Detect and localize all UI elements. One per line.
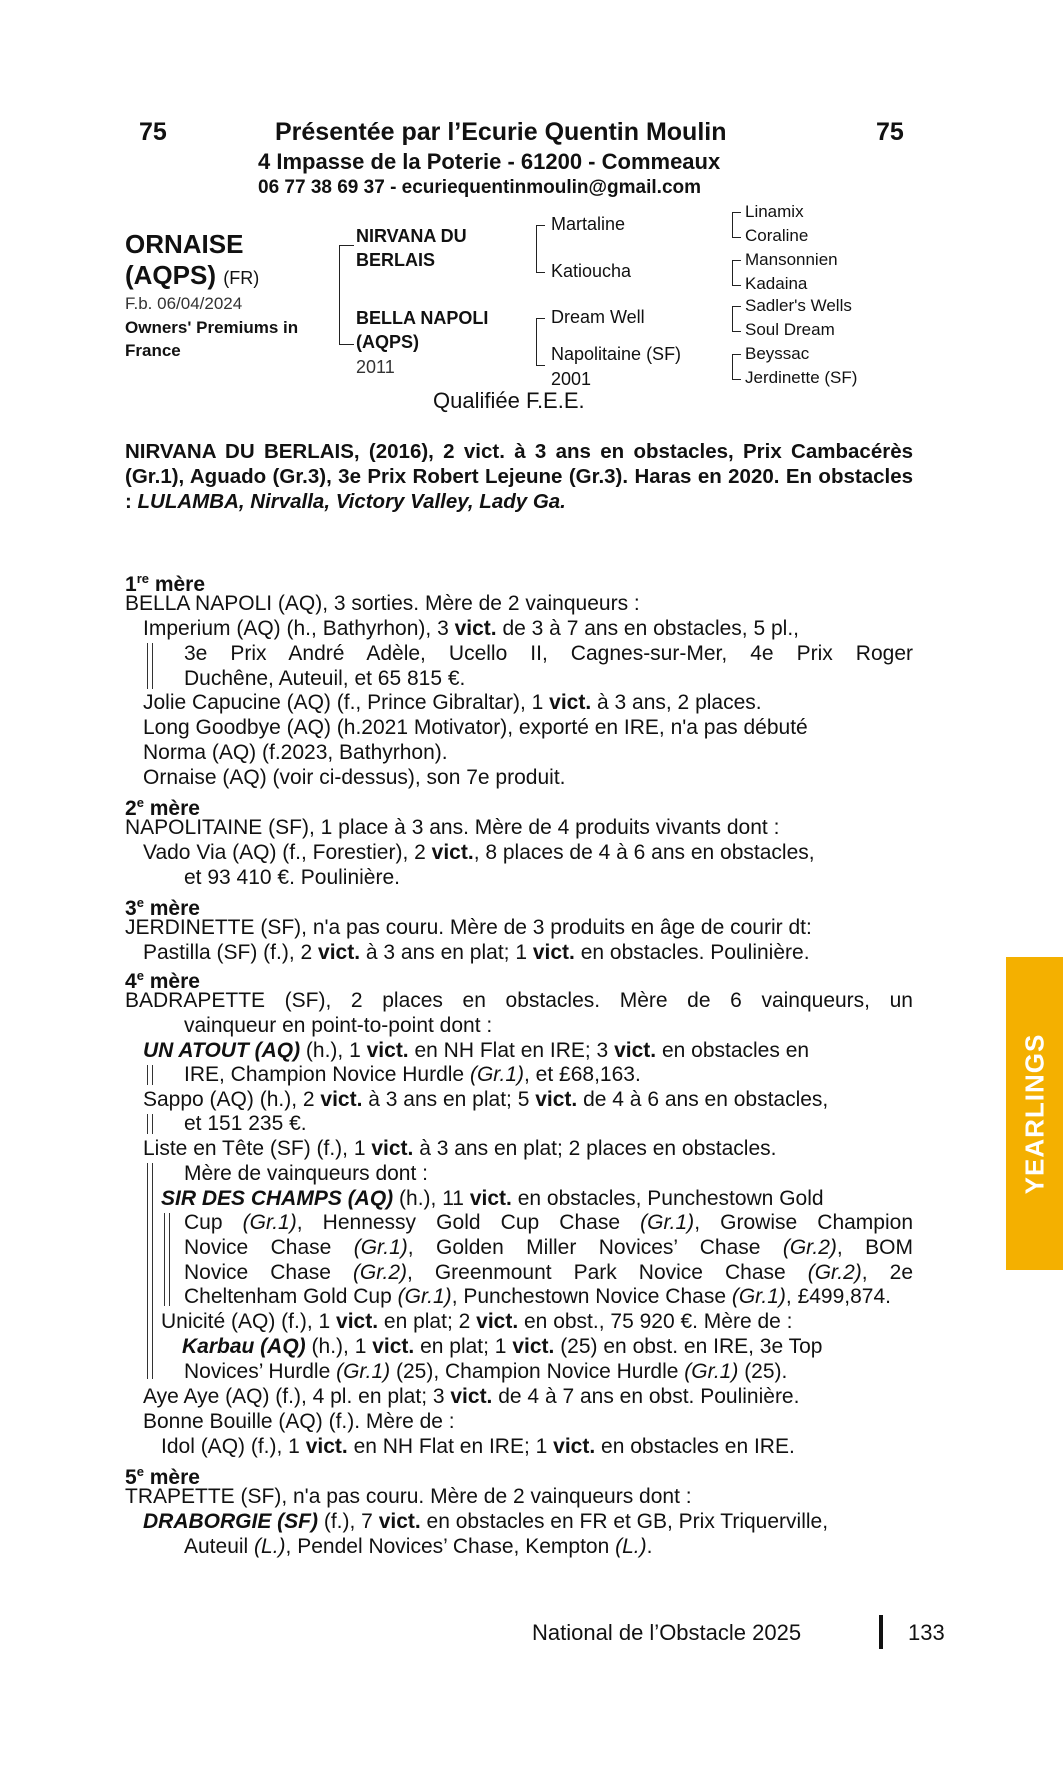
dam3-heading: 3e mère xyxy=(125,895,200,920)
dam5-intro: TRAPETTE (SF), n'a pas couru. Mère de 2 vainqueurs dont : xyxy=(125,1485,692,1508)
dam4-produce: UN ATOUT (AQ) (h.), 1 vict. en NH Flat en IRE; 3 vict. en obstacles en xyxy=(143,1039,810,1062)
owners-premium-2: France xyxy=(125,341,181,360)
dam-year: 2011 xyxy=(356,357,395,377)
dam2-intro: NAPOLITAINE (SF), 1 place à 3 ans. Mère de 4 produits vivants dont : xyxy=(125,816,780,839)
sire-note xyxy=(125,439,913,514)
section-tab-label: YEARLINGS xyxy=(1019,1033,1049,1194)
sire-note-text: NIRVANA DU BERLAIS, (2016), 2 vict. à 3 ans en obstacles, Prix Cambacérès (Gr.1), Aguado (Gr.3), 3e Prix Robert Lejeune (Gr.3). Haras en 2020. En obstacles : xyxy=(125,440,913,513)
dam1-produce-cont: Duchêne, Auteuil, et 65 815 €. xyxy=(184,667,466,690)
pedigree-bracket-gen1 xyxy=(339,245,354,345)
dam1-heading: 1re mère xyxy=(125,571,206,596)
dam4-grandproduce-cont: Cup (Gr.1), Hennessy Gold Cup Chase (Gr.1), Growise Champion xyxy=(184,1211,913,1234)
dam2-produce-cont: et 93 410 €. Poulinière. xyxy=(184,866,400,889)
dam1-produce: Jolie Capucine (AQ) (f., Prince Gibraltar), 1 vict. à 3 ans, 2 places. xyxy=(143,691,762,714)
dam1-intro: BELLA NAPOLI (AQ), 3 sorties. Mère de 2 vainqueurs : xyxy=(125,592,640,615)
indent-bar xyxy=(164,1213,165,1306)
g3-ancestor: Beyssac xyxy=(745,344,810,363)
dam-name-1: BELLA NAPOLI xyxy=(356,308,489,328)
horse-breed-line xyxy=(125,260,259,293)
dam2-heading: 2e mère xyxy=(125,795,200,820)
g3-ancestor: Linamix xyxy=(745,202,804,221)
horse-birth: F.b. 06/04/2024 xyxy=(125,294,243,313)
lot-number-left: 75 xyxy=(139,118,167,146)
page-number: 133 xyxy=(908,1620,945,1645)
pedigree-bracket-g3-4 xyxy=(732,354,741,380)
g3-ancestor: Coraline xyxy=(745,226,809,245)
horse-name: ORNAISE xyxy=(125,229,244,259)
indent-bar xyxy=(152,643,153,689)
pedigree-bracket-g3-1 xyxy=(732,212,741,238)
dam2-produce: Vado Via (AQ) (f., Forestier), 2 vict., 8 places de 4 à 6 ans en obstacles, xyxy=(143,841,815,864)
indent-bar xyxy=(169,1213,170,1306)
horse-country: (FR) xyxy=(223,268,260,288)
dam1-produce-cont: 3e Prix André Adèle, Ucello II, Cagnes-sur-Mer, 4e Prix Roger xyxy=(184,642,913,665)
dam5-produce-cont: Auteuil (L.), Pendel Novices’ Chase, Kempton (L.). xyxy=(184,1535,653,1558)
pedigree-bracket-dam xyxy=(536,318,545,366)
section-tab xyxy=(1006,957,1063,1270)
dam3-intro: JERDINETTE (SF), n'a pas couru. Mère de 3 produits en âge de courir dt: xyxy=(125,916,812,939)
dam4-grandproduce-cont: Novice Chase (Gr.1), Golden Miller Novices’ Chase (Gr.2), BOM xyxy=(184,1236,913,1259)
sire-name-1: NIRVANA DU xyxy=(356,226,467,246)
g3-ancestor: Kadaina xyxy=(745,274,808,293)
dam4-grandproduce-cont: Cheltenham Gold Cup (Gr.1), Punchestown Novice Chase (Gr.1), £499,874. xyxy=(184,1285,891,1308)
dam4-produce: Sappo (AQ) (h.), 2 vict. à 3 ans en plat; 5 vict. de 4 à 6 ans en obstacles, xyxy=(143,1088,829,1111)
dam4-greatgrandproduce: Karbau (AQ) (h.), 1 vict. en plat; 1 vict. (25) en obst. en IRE, 3e Top xyxy=(182,1335,823,1358)
dam3-produce: Pastilla (SF) (f.), 2 vict. à 3 ans en plat; 1 vict. en obstacles. Poulinière. xyxy=(143,941,810,964)
indent-bar xyxy=(152,1065,153,1085)
dam5-produce: DRABORGIE (SF) (f.), 7 vict. en obstacles en FR et GB, Prix Triquerville, xyxy=(143,1510,829,1533)
dam4-grandproduce-cont: Novice Chase (Gr.2), Greenmount Park Novice Chase (Gr.2), 2e xyxy=(184,1261,914,1284)
sire-dam: Katioucha xyxy=(551,261,632,281)
dam4-produce: Aye Aye (AQ) (f.), 4 pl. en plat; 3 vict. de 4 à 7 ans en obst. Poulinière. xyxy=(143,1385,800,1408)
pedigree-bracket-g3-3 xyxy=(732,306,741,332)
dam4-grandproduce: SIR DES CHAMPS (AQ) (h.), 11 vict. en obstacles, Punchestown Gold xyxy=(161,1187,824,1210)
dam-name-2: (AQPS) xyxy=(356,332,419,352)
qualification: Qualifiée F.E.E. xyxy=(433,388,585,413)
dam4-grandproduce: Idol (AQ) (f.), 1 vict. en NH Flat en IRE; 1 vict. en obstacles en IRE. xyxy=(161,1435,795,1458)
dam4-produce-cont: IRE, Champion Novice Hurdle (Gr.1), et £68,163. xyxy=(184,1063,641,1086)
dam-dam: Napolitaine (SF) xyxy=(551,344,682,364)
g3-ancestor: Sadler's Wells xyxy=(745,296,852,315)
g3-ancestor: Mansonnien xyxy=(745,250,838,269)
indent-bar xyxy=(147,1065,148,1085)
dam-dam-year: 2001 xyxy=(551,369,592,389)
presenter-address: 4 Impasse de la Poterie - 61200 - Commeaux xyxy=(258,149,721,174)
pedigree-bracket-sire xyxy=(536,225,545,273)
sire-sire: Martaline xyxy=(551,214,626,234)
dam1-produce: Norma (AQ) (f.2023, Bathyrhon). xyxy=(143,741,448,764)
dam1-produce: Ornaise (AQ) (voir ci-dessus), son 7e produit. xyxy=(143,766,566,789)
g3-ancestor: Soul Dream xyxy=(745,320,835,339)
dam4-intro-cont: vainqueur en point-to-point dont : xyxy=(184,1014,493,1037)
dam4-produce: Bonne Bouille (AQ) (f.). Mère de : xyxy=(143,1410,455,1433)
sire-note-progeny: LULAMBA, Nirvalla, Victory Valley, Lady Ga. xyxy=(137,490,566,513)
indent-bar xyxy=(147,1114,148,1134)
dam1-produce: Long Goodbye (AQ) (h.2021 Motivator), exporté en IRE, n'a pas débuté xyxy=(143,716,808,739)
indent-bar xyxy=(147,1163,148,1379)
footer-title: National de l’Obstacle 2025 xyxy=(532,1620,802,1645)
horse-breed: (AQPS) xyxy=(125,260,216,290)
sire-name-2: BERLAIS xyxy=(356,250,436,270)
indent-bar xyxy=(152,1163,153,1379)
dam4-intro: BADRAPETTE (SF), 2 places en obstacles. Mère de 6 vainqueurs, un xyxy=(125,989,913,1012)
owners-premium-1: Owners' Premiums in xyxy=(125,318,299,337)
presenter-title: Présentée par l’Ecurie Quentin Moulin xyxy=(275,118,727,146)
dam4-heading: 4e mère xyxy=(125,968,200,993)
footer-separator xyxy=(879,1615,883,1649)
dam4-grandproduce: Unicité (AQ) (f.), 1 vict. en plat; 2 vict. en obst., 75 920 €. Mère de : xyxy=(161,1310,793,1333)
g3-ancestor: Jerdinette (SF) xyxy=(745,368,858,387)
dam5-heading: 5e mère xyxy=(125,1464,200,1489)
dam1-produce: Imperium (AQ) (h., Bathyrhon), 3 vict. de 3 à 7 ans en obstacles, 5 pl., xyxy=(143,617,800,640)
dam4-greatgrandproduce-cont: Novices’ Hurdle (Gr.1) (25), Champion Novice Hurdle (Gr.1) (25). xyxy=(184,1360,788,1383)
dam4-produce: Liste en Tête (SF) (f.), 1 vict. à 3 ans en plat; 2 places en obstacles. xyxy=(143,1137,777,1160)
lot-number-right: 75 xyxy=(876,118,904,146)
dam4-produce-cont: Mère de vainqueurs dont : xyxy=(184,1162,428,1185)
indent-bar xyxy=(147,643,148,689)
dam-sire: Dream Well xyxy=(551,307,645,327)
presenter-contact: 06 77 38 69 37 - ecuriequentinmoulin@gmail.com xyxy=(258,177,702,198)
dam4-produce-cont: et 151 235 €. xyxy=(184,1112,307,1135)
indent-bar xyxy=(152,1114,153,1134)
pedigree-bracket-g3-2 xyxy=(732,260,741,286)
